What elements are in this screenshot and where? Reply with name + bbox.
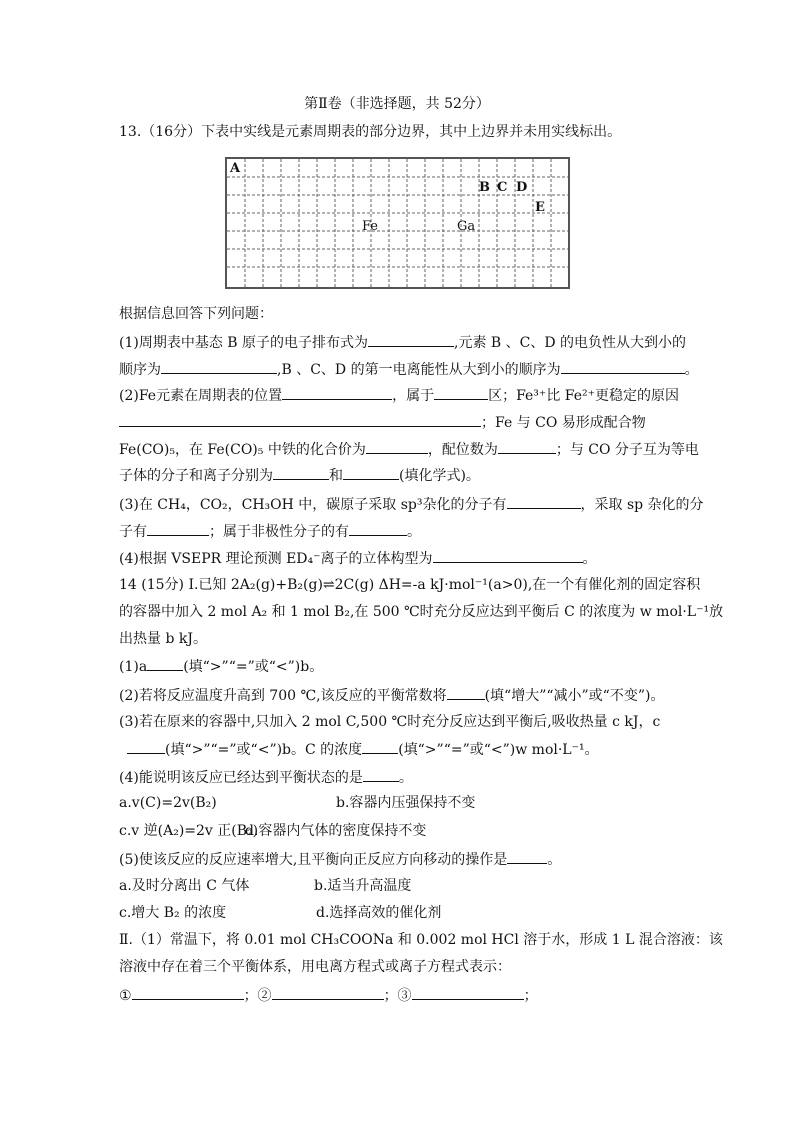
q14-sub3-line1: (3)若在原来的容器中,只加入 2 mol C,500 ℃时充分反应达到平衡后,吸收热量 c kJ，c <box>119 714 661 730</box>
q14-sub2: (2)若将反应温度升高到 700 ℃,该反应的平衡常数将 (填“增大”“减小”或“不变”)。 <box>119 688 665 704</box>
answer-blank[interactable] <box>272 986 384 1000</box>
q13-part1-line1: (1)周期表中基态 B 原子的电子排布式为 ,元素 B 、C、D 的电负性从大到小的 <box>119 335 687 351</box>
q14-part2-line1: Ⅱ.（1）常温下，将 0.01 mol CH₃COONa 和 0.002 mol HCl 溶于水，形成 1 L 混合溶液：该 <box>119 932 723 948</box>
q13-part3-line1: (3)在 CH₄，CO₂，CH₃OH 中，碳原子采取 sp³杂化的分子有 ，采取 sp 杂化的分 <box>119 497 704 513</box>
q13-part3-line2: 子有 ；属于非极性分子的有 。 <box>119 524 421 540</box>
q14-part2-line2: 溶液中存在着三个平衡体系，用电离方程式或离子方程式表示： <box>119 959 511 975</box>
q13-stem: 13.（16分）下表中实线是元素周期表的部分边界，其中上边界并未用实线标出。 <box>119 124 622 140</box>
q13-part2-line2: ；Fe 与 CO 易形成配合物 <box>119 413 646 432</box>
q14-part2-equations: ① ；② ；③ ； <box>119 988 538 1004</box>
answer-blank[interactable] <box>561 360 685 374</box>
q14-sub4-option-d: d.容器内气体的密度保持不变 <box>245 823 427 839</box>
q13-intro: 根据信息回答下列问题： <box>119 306 273 322</box>
periodic-table-grid <box>225 157 570 289</box>
q13-part4: (4)根据 VSEPR 理论预测 ED₄⁻离子的立体构型为 。 <box>119 551 597 567</box>
q13-part2-line3: Fe(CO)₅，在 Fe(CO)₅ 中铁的化合价为 ，配位数为 ；与 CO 分子互为等电 <box>119 442 699 458</box>
answer-blank[interactable] <box>132 986 244 1000</box>
q14-sub4-option-b: b.容器内压强保持不变 <box>336 795 476 811</box>
answer-blank[interactable] <box>147 657 183 671</box>
q14-sub5-option-a: a.及时分离出 C 气体 <box>119 878 250 894</box>
answer-blank[interactable] <box>434 386 488 400</box>
answer-blank[interactable] <box>282 386 392 400</box>
q14-sub5-option-d: d.选择高效的催化剂 <box>316 905 442 921</box>
answer-blank[interactable] <box>368 333 454 347</box>
answer-blank[interactable] <box>343 466 399 480</box>
answer-blank[interactable] <box>366 440 428 454</box>
answer-blank[interactable] <box>273 466 329 480</box>
q14-line2: 的容器中加入 2 mol A₂ 和 1 mol B₂,在 500 ℃时充分反应达到平衡后 C 的浓度为 w mol·L⁻¹放 <box>119 604 724 620</box>
q14-sub1: (1)a (填“>”“=”或“<”)b。 <box>119 659 324 675</box>
answer-blank[interactable] <box>127 740 165 754</box>
section-title: 第Ⅱ卷（非选择题，共 52分） <box>304 96 490 112</box>
cell-label-Fe: Fe <box>362 219 379 234</box>
q14-sub4-option-c: c.v 逆(A₂)=2v 正(B₂) <box>119 823 259 839</box>
q13-part2-line1: (2)Fe元素在周期表的位置 ，属于 区；Fe³⁺比 Fe²⁺更稳定的原因 <box>119 388 679 404</box>
q13-part2-line4: 子体的分子和离子分别为 和 (填化学式)。 <box>119 468 480 484</box>
answer-blank[interactable] <box>433 549 583 563</box>
cell-label-D: D <box>516 180 528 195</box>
answer-blank[interactable] <box>161 360 277 374</box>
q14-line1: 14 (15分) Ⅰ.已知 2A₂(g)+B₂(g)⇌2C(g) ΔH=-a kJ·mol⁻¹(a>0),在一个有催化剂的固定容积 <box>119 577 701 593</box>
answer-blank[interactable] <box>507 495 581 509</box>
cell-label-Ga: Ga <box>457 219 476 234</box>
answer-blank[interactable] <box>363 768 399 782</box>
cell-label-B: B <box>479 180 490 195</box>
answer-blank[interactable] <box>362 740 398 754</box>
answer-blank[interactable] <box>507 850 547 864</box>
cell-label-C: C <box>497 180 508 195</box>
q13-part1-line2: 顺序为 ,B 、C、D 的第一电离能性从大到小的顺序为 。 <box>119 362 699 378</box>
q14-line3: 出热量 b kJ。 <box>119 631 207 647</box>
cell-label-A: A <box>230 161 241 176</box>
q14-sub5-option-b: b.适当升高温度 <box>314 878 412 894</box>
answer-blank[interactable] <box>447 686 485 700</box>
answer-blank[interactable] <box>119 413 481 427</box>
q14-sub3-line2: (填“>”“=”或“<”)b。C 的浓度 (填“>”“=”或“<”)w mol·L⁻¹。 <box>119 740 599 759</box>
answer-blank[interactable] <box>412 986 524 1000</box>
cell-label-E: E <box>535 200 545 215</box>
q14-sub4-option-a: a.v(C)=2v(B₂) <box>119 795 217 811</box>
q14-sub5-option-c: c.增大 B₂ 的浓度 <box>119 905 227 921</box>
answer-blank[interactable] <box>498 440 556 454</box>
answer-blank[interactable] <box>147 522 209 536</box>
q14-sub4: (4)能说明该反应已经达到平衡状态的是 。 <box>119 770 413 786</box>
grid-lines <box>227 159 568 287</box>
answer-blank[interactable] <box>349 522 407 536</box>
q14-sub5: (5)使该反应的反应速率增大,且平衡向正反应方向移动的操作是 。 <box>119 852 562 868</box>
